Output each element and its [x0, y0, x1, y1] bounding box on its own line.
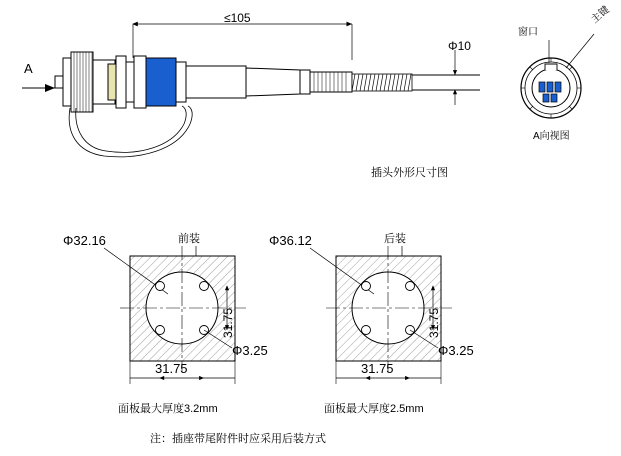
plug-outline-view [22, 24, 480, 157]
a-view-key-label: 主键 [589, 4, 612, 26]
dim-overall-length [133, 24, 352, 60]
coupling-nut [55, 52, 93, 112]
rear-vertical-pitch-label: 31.75 [427, 307, 441, 338]
plug-outline-title: 插头外形尺寸图 [371, 167, 448, 179]
a-view-caption: A向视图 [533, 131, 570, 142]
dust-cap-lanyard [69, 106, 192, 157]
front-thickness-note: 面板最大厚度3.2mm [118, 403, 218, 415]
rear-horizontal-pitch-label: 31.75 [361, 361, 394, 376]
coupling-ring-blue [134, 56, 186, 108]
section-arrow-a-label: A [24, 61, 33, 76]
general-note: 注：插座带尾附件时应采用后装方式 [150, 433, 326, 445]
dim-overall-length-label: ≤105 [224, 11, 251, 25]
front-vertical-pitch-label: 31.75 [221, 307, 235, 338]
backshell [186, 66, 352, 98]
front-hole-diameter-label: Φ3.25 [232, 343, 268, 358]
a-view-window-label: 窗口 [518, 27, 538, 38]
a-view-front-face [521, 34, 594, 118]
front-horizontal-pitch-label: 31.75 [155, 361, 188, 376]
section-arrow-a [22, 84, 55, 92]
dim-cable-diameter-label: Φ10 [448, 39, 471, 53]
front-mount-label: 前装 [178, 233, 200, 245]
rear-thickness-note: 面板最大厚度2.5mm [324, 403, 424, 415]
plug-shell [93, 56, 134, 108]
cable [412, 75, 480, 90]
rear-bolt-circle-label: Φ36.12 [269, 233, 312, 248]
rear-mount-label: 后装 [384, 233, 406, 245]
strain-relief-spring [352, 74, 412, 91]
front-bolt-circle-label: Φ32.16 [63, 233, 106, 248]
rear-hole-diameter-label: Φ3.25 [438, 343, 474, 358]
